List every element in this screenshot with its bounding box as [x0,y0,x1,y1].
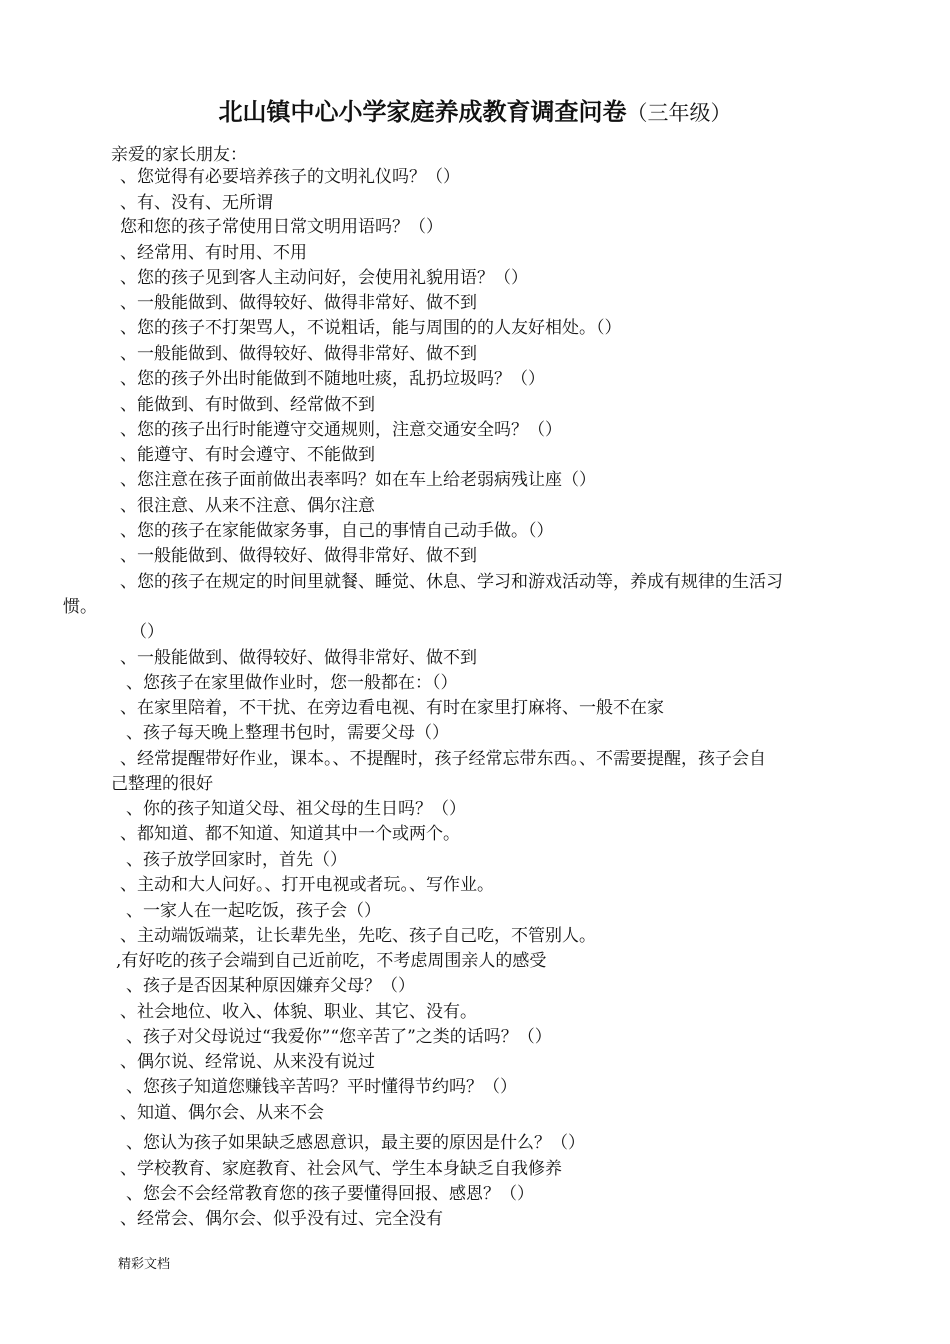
answer-line: 、知道、偶尔会、从来不会 [120,1103,324,1123]
answer-line: 、都知道、都不知道、知道其中一个或两个。 [120,824,460,844]
question-line: 、您注意在孩子面前做出表率吗？如在车上给老弱病残让座（） [120,470,596,490]
answer-line: 、能遵守、有时会遵守、不能做到 [120,445,375,465]
answer-line: 、一般能做到、做得较好、做得非常好、做不到 [120,293,477,313]
question-line: 、你的孩子知道父母、祖父母的生日吗？（） [126,799,466,819]
question-line: 、您的孩子在规定的时间里就餐、睡觉、休息、学习和游戏活动等，养成有规律的生活习 [120,572,783,592]
answer-line: 、能做到、有时做到、经常做不到 [120,395,375,415]
answer-blank: （） [130,622,164,642]
question-line: 、您觉得有必要培养孩子的文明礼仪吗？（） [120,167,460,187]
answer-line: 、一般能做到、做得较好、做得非常好、做不到 [120,344,477,364]
greeting: 亲爱的家长朋友： [111,145,247,165]
question-line-wrap: 惯。 [63,597,97,617]
answer-line: 、很注意、从来不注意、偶尔注意 [120,496,375,516]
page-title [0,92,950,127]
answer-line: 、偶尔说、经常说、从来没有说过 [120,1052,375,1072]
question-line: 、您的孩子外出时能做到不随地吐痰，乱扔垃圾吗？（） [120,369,545,389]
answer-line-wrap: 己整理的很好 [111,774,213,794]
question-line: 、孩子放学回家时，首先（） [126,850,347,870]
question-line: 、一家人在一起吃饭，孩子会（） [126,901,381,921]
title-grade: （三年级） [626,101,732,125]
question-line: 、孩子对父母说过“我爱你”“您辛苦了”之类的话吗？（） [126,1027,552,1047]
answer-line: 、社会地位、收入、体貌、职业、其它、没有。 [120,1002,477,1022]
question-line: 、您的孩子不打架骂人，不说粗话，能与周围的的人友好相处。（） [120,318,622,338]
answer-line: 、主动端饭端菜，让长辈先坐，先吃、孩子自己吃，不管别人。 [120,926,596,946]
footer-text: 精彩文档 [118,1257,171,1272]
answer-line: 、学校教育、家庭教育、社会风气、学生本身缺乏自我修养 [120,1159,562,1179]
answer-line: 、在家里陪着，不干扰、在旁边看电视、有时在家里打麻将、一般不在家 [120,698,664,718]
answer-line: 、有、没有、无所谓 [120,193,273,213]
answer-line: 、主动和大人问好。、打开电视或者玩。、写作业。 [120,875,494,895]
question-line: 、您孩子在家里做作业时，您一般都在：（） [126,673,458,693]
question-line: 、您的孩子见到客人主动问好，会使用礼貌用语？（） [120,268,528,288]
question-line: 、您的孩子在家能做家务事，自己的事情自己动手做。（） [120,521,554,541]
question-line: 、您的孩子出行时能遵守交通规则，注意交通安全吗？（） [120,420,562,440]
answer-line: 、经常会、偶尔会、似乎没有过、完全没有 [120,1209,443,1229]
question-line: 、您认为孩子如果缺乏感恩意识，最主要的原因是什么？（） [126,1133,585,1153]
question-line: 您和您的孩子常使用日常文明用语吗？（） [120,217,443,237]
question-line: 、您会不会经常教育您的孩子要懂得回报、感恩？（） [126,1184,534,1204]
question-line: 、孩子每天晚上整理书包时，需要父母（） [126,723,449,743]
answer-line: 、经常提醒带好作业，课本。、不提醒时，孩子经常忘带东西。、不需要提醒，孩子会自 [120,749,766,769]
question-line: 、孩子是否因某种原因嫌弃父母？（） [126,976,415,996]
answer-line: 、一般能做到、做得较好、做得非常好、做不到 [120,648,477,668]
title-main: 北山镇中心小学家庭养成教育调查问卷 [218,98,627,126]
answer-line: 、一般能做到、做得较好、做得非常好、做不到 [120,546,477,566]
answer-line-wrap: ,有好吃的孩子会端到自己近前吃，不考虑周围亲人的感受 [116,951,547,971]
question-line: 、您孩子知道您赚钱辛苦吗？平时懂得节约吗？（） [126,1077,517,1097]
answer-line: 、经常用、有时用、不用 [120,243,307,263]
